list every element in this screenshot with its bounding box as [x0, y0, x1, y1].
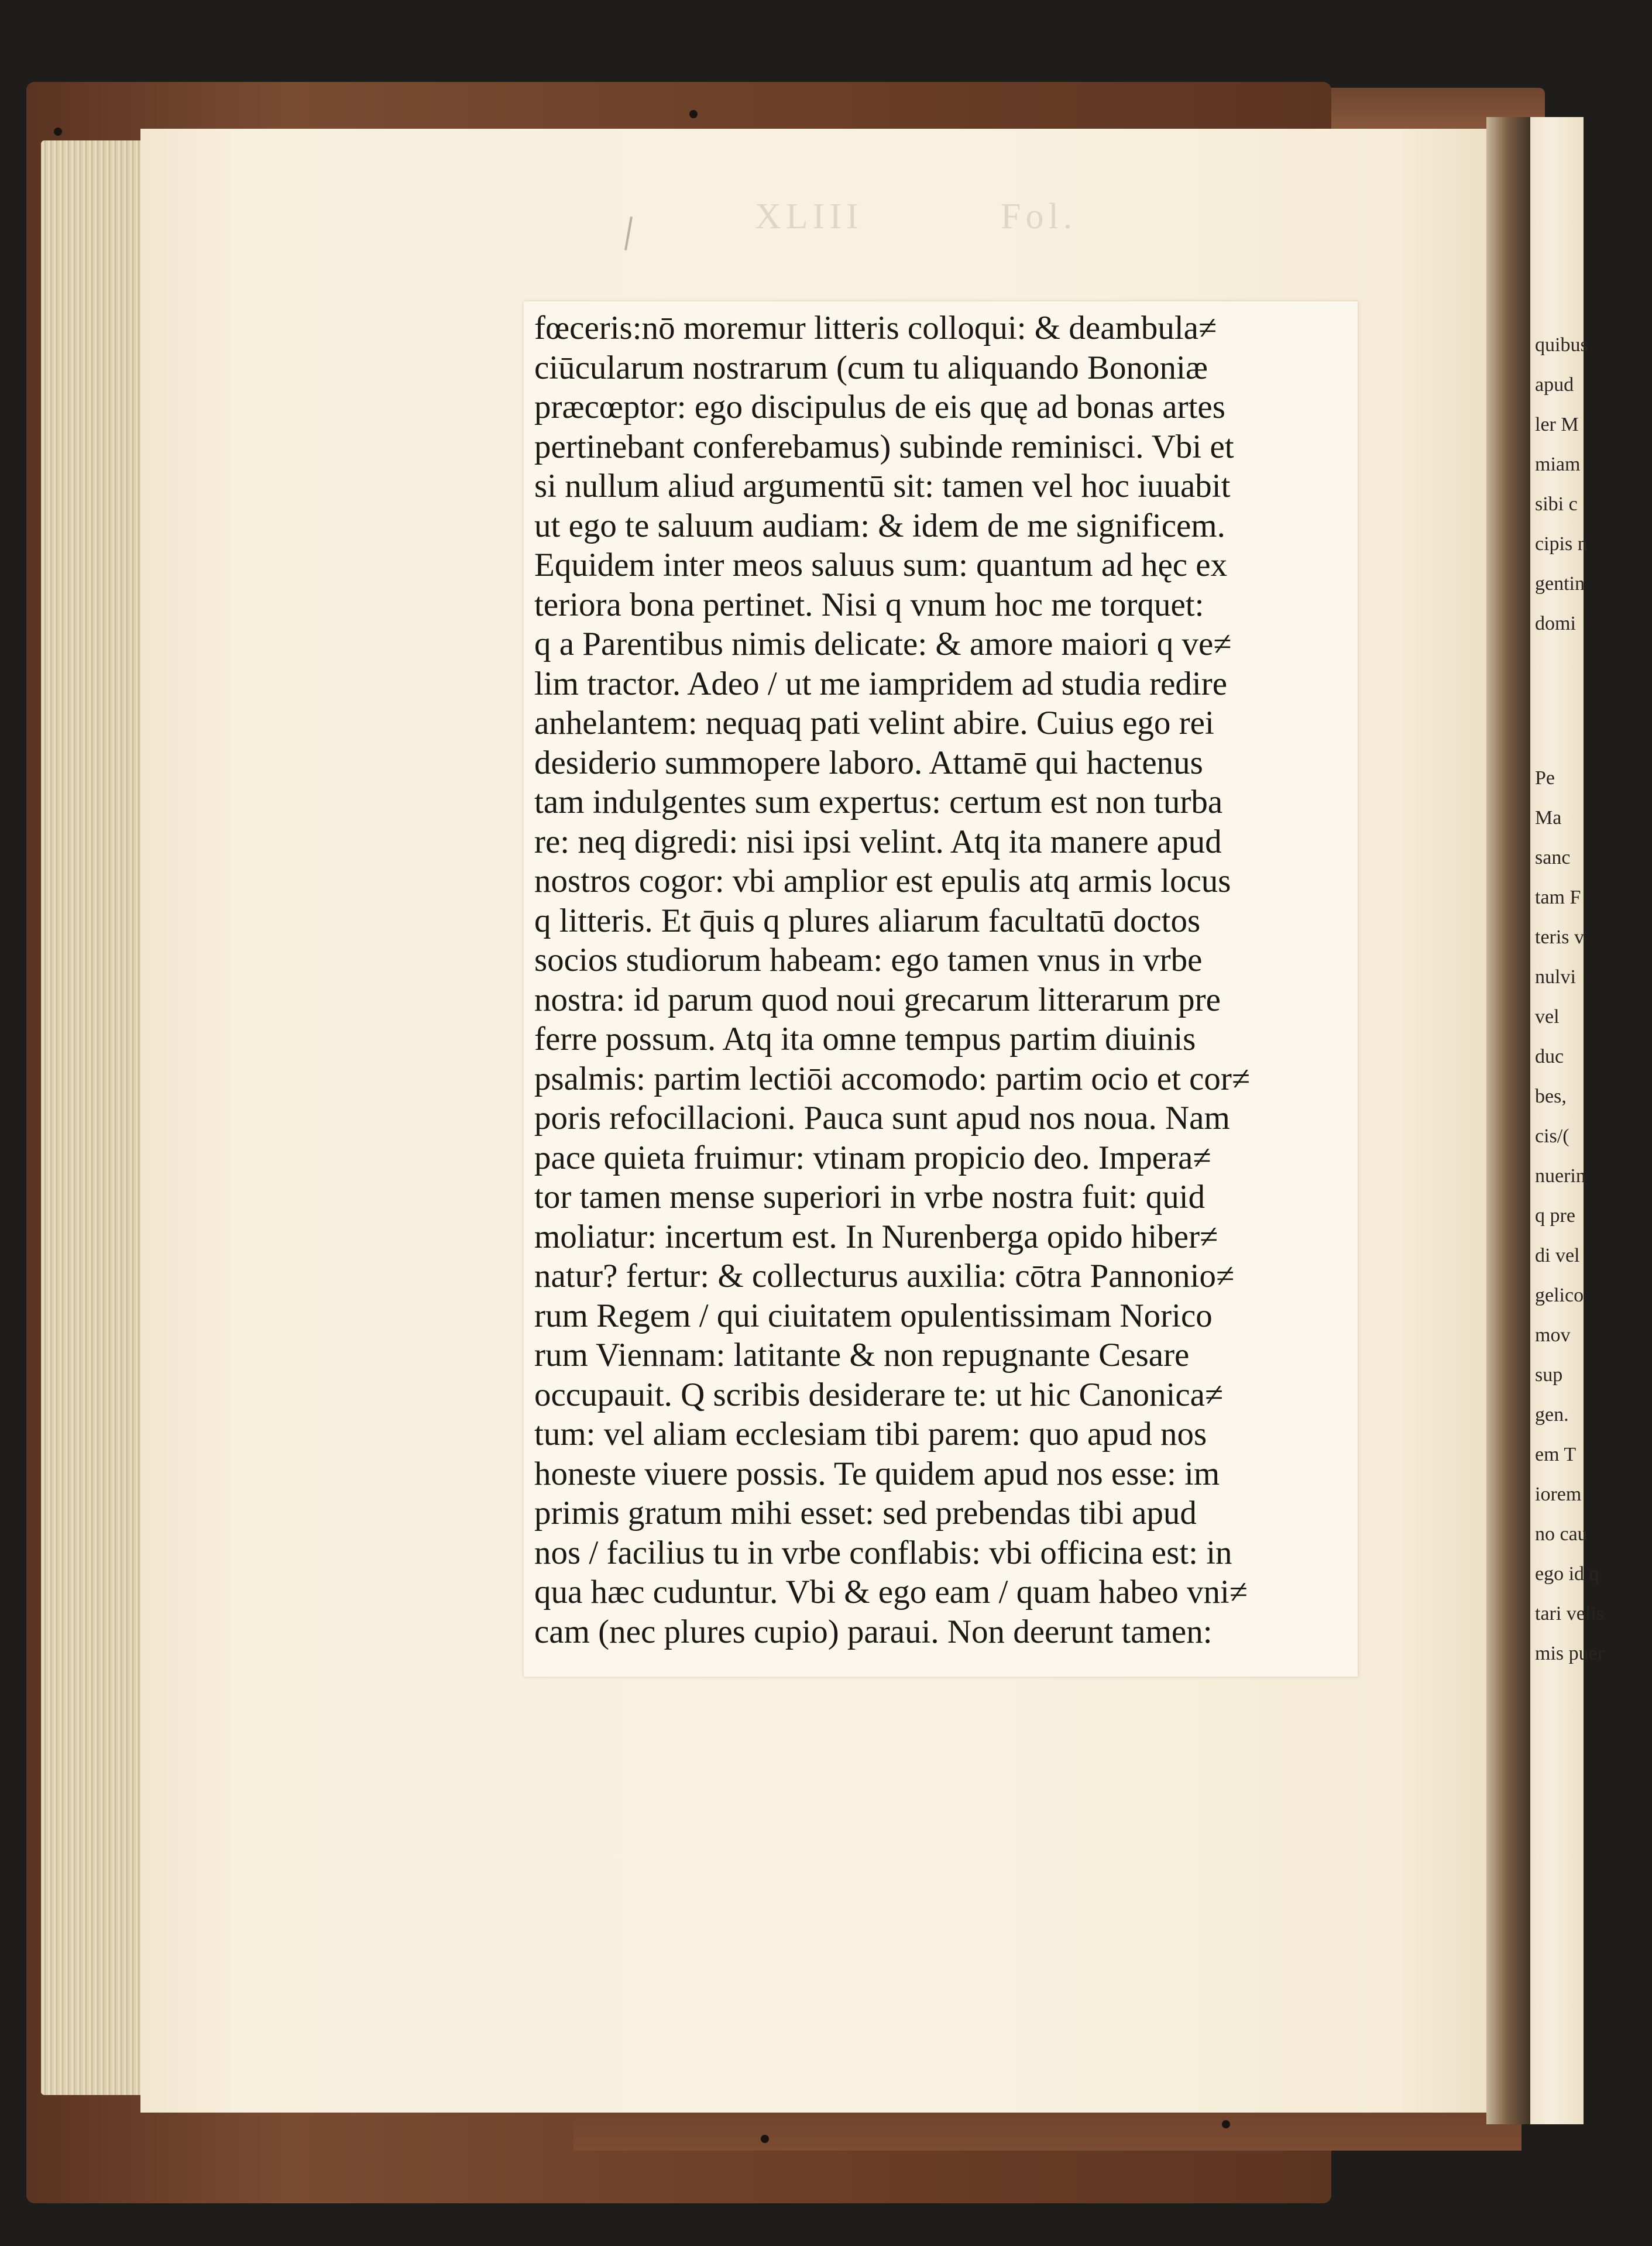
recto-fragment-line: q pre [1535, 1205, 1575, 1227]
recto-fragment-line: miam [1535, 454, 1581, 475]
text-line: socios studiorum habeam: ego tamen vnus in vrbe [534, 942, 1203, 978]
text-line: nostra: id parum quod noui grecarum litterarum pre [534, 981, 1221, 1018]
recto-fragment-line: sibi c [1535, 493, 1578, 515]
text-line: desiderio summopere laboro. Attamē qui hactenus [534, 744, 1203, 781]
text-line: pace quieta fruimur: vtinam propicio deo. Impera≠ [534, 1139, 1211, 1176]
cover-nail-icon [1222, 2120, 1230, 2128]
text-line: pertinebant conferebamus) subinde reminisci. Vbi et [534, 428, 1234, 465]
text-line: teriora bona pertinet. Nisi q vnum hoc me torquet: [534, 586, 1204, 623]
recto-fragment-line: nuerin [1535, 1165, 1586, 1187]
recto-fragment-line: teris v [1535, 926, 1585, 948]
recto-fragment-line: cis/( [1535, 1125, 1569, 1147]
recto-page-fragment [1530, 117, 1605, 2124]
cover-nail-icon [54, 128, 62, 136]
recto-fragment-line: duc [1535, 1046, 1564, 1067]
recto-fragment-line: quibus [1535, 334, 1588, 356]
pencil-mark [624, 217, 633, 250]
text-line: occupauit. Q scribis desiderare te: ut hic Canonica≠ [534, 1376, 1224, 1413]
recto-fragment-line: gentin [1535, 573, 1585, 595]
text-line: Equidem inter meos saluus sum: quantum ad hęc ex [534, 547, 1228, 583]
text-line: rum Viennam: latitante & non repugnante Cesare [534, 1337, 1190, 1373]
recto-fragment-line: tari velis [1535, 1603, 1605, 1625]
headline-folio-label: Fol. [1001, 197, 1077, 236]
recto-fragment-line: di vel [1535, 1245, 1580, 1266]
running-headline [755, 196, 1129, 237]
recto-fragment-line: sup [1535, 1364, 1563, 1386]
recto-fragment-line: mis puer [1535, 1643, 1605, 1664]
recto-fragment-line: no cau [1535, 1523, 1588, 1545]
text-line: nostros cogor: vbi amplior est epulis atq armis locus [534, 863, 1231, 899]
text-line: si nullum aliud argumentū sit: tamen vel hoc iuuabit [534, 468, 1231, 504]
text-line: fœceris:nō moremur litteris colloqui: & deambula≠ [534, 310, 1217, 346]
text-line: tor tamen mense superiori in vrbe nostra fuit: quid [534, 1179, 1205, 1215]
printed-text-block [524, 301, 1358, 1677]
verso-page [140, 129, 1510, 2113]
text-line: psalmis: partim lectiōi accomodo: partim ocio et cor≠ [534, 1060, 1251, 1097]
recto-fragment-line: domi [1535, 613, 1576, 634]
text-line: moliatur: incertum est. In Nurenberga opido hiber≠ [534, 1218, 1218, 1255]
recto-fragment-line: gen. [1535, 1404, 1569, 1426]
text-lines [534, 308, 1351, 1651]
text-line: q a Parentibus nimis delicate: & amore maiori q ve≠ [534, 626, 1232, 662]
recto-fragment-line: tam F [1535, 887, 1581, 908]
text-line: tum: vel aliam ecclesiam tibi parem: quo apud nos [534, 1416, 1207, 1452]
recto-fragment-line: iorem [1535, 1483, 1582, 1505]
recto-fragment-line: em T [1535, 1444, 1577, 1465]
text-line: anhelantem: nequaq pati velint abire. Cuius ego rei [534, 705, 1214, 741]
text-line: ut ego te saluum audiam: & idem de me significem. [534, 507, 1225, 544]
text-line: præcœptor: ego discipulus de eis quę ad bonas artes [534, 389, 1225, 425]
recto-fragment-line: Pe [1535, 767, 1555, 789]
text-line: q litteris. Et q̄uis q plures aliarum facultatū doctos [534, 902, 1201, 939]
book-gutter [1486, 117, 1533, 2124]
recto-fragment-line: mov [1535, 1324, 1571, 1346]
text-line: nos / facilius tu in vrbe conflabis: vbi officina est: in [534, 1534, 1232, 1571]
text-line: re: neq digredi: nisi ipsi velint. Atq ita manere apud [534, 823, 1222, 860]
text-line: poris refocillacioni. Pauca sunt apud nos noua. Nam [534, 1100, 1230, 1136]
text-line: ciūcularum nostrarum (cum tu aliquando Bononiæ [534, 349, 1208, 386]
text-line: ferre possum. Atq ita omne tempus partim diuinis [534, 1021, 1196, 1057]
cover-nail-icon [761, 2135, 769, 2143]
recto-fragment-line: ler M [1535, 414, 1579, 435]
text-line: rum Regem / qui ciuitatem opulentissimam Norico [534, 1297, 1213, 1334]
recto-fragment-line: Ma [1535, 807, 1562, 829]
recto-fragment-line: vel [1535, 1006, 1560, 1028]
recto-fragment-line: bes, [1535, 1086, 1567, 1107]
text-line: honeste viuere possis. Te quidem apud nos esse: im [534, 1455, 1220, 1492]
headline-folio-number: XLIII [755, 197, 863, 236]
cover-nail-icon [689, 110, 698, 118]
text-line: lim tractor. Adeo / ut me iampridem ad studia redire [534, 665, 1228, 702]
text-line: primis gratum mihi esset: sed prebendas tibi apud [534, 1495, 1197, 1531]
page-stack-edges [41, 140, 146, 2095]
recto-fragment-line: sanc [1535, 847, 1571, 868]
text-line: qua hæc cuduntur. Vbi & ego eam / quam habeo vni≠ [534, 1574, 1248, 1610]
recto-fragment-line: nulvi [1535, 966, 1576, 988]
recto-fragment-line: ego id q [1535, 1563, 1599, 1585]
recto-fragment-line: cipis n [1535, 533, 1588, 555]
recto-fragment-line: gelico [1535, 1285, 1584, 1306]
recto-fragment-line: apud [1535, 374, 1574, 396]
text-line: cam (nec plures cupio) paraui. Non deerunt tamen: [534, 1613, 1213, 1650]
text-line: tam indulgentes sum expertus: certum est non turba [534, 784, 1223, 820]
text-line: natur? fertur: & collecturus auxilia: cōtra Pannonio≠ [534, 1258, 1235, 1294]
